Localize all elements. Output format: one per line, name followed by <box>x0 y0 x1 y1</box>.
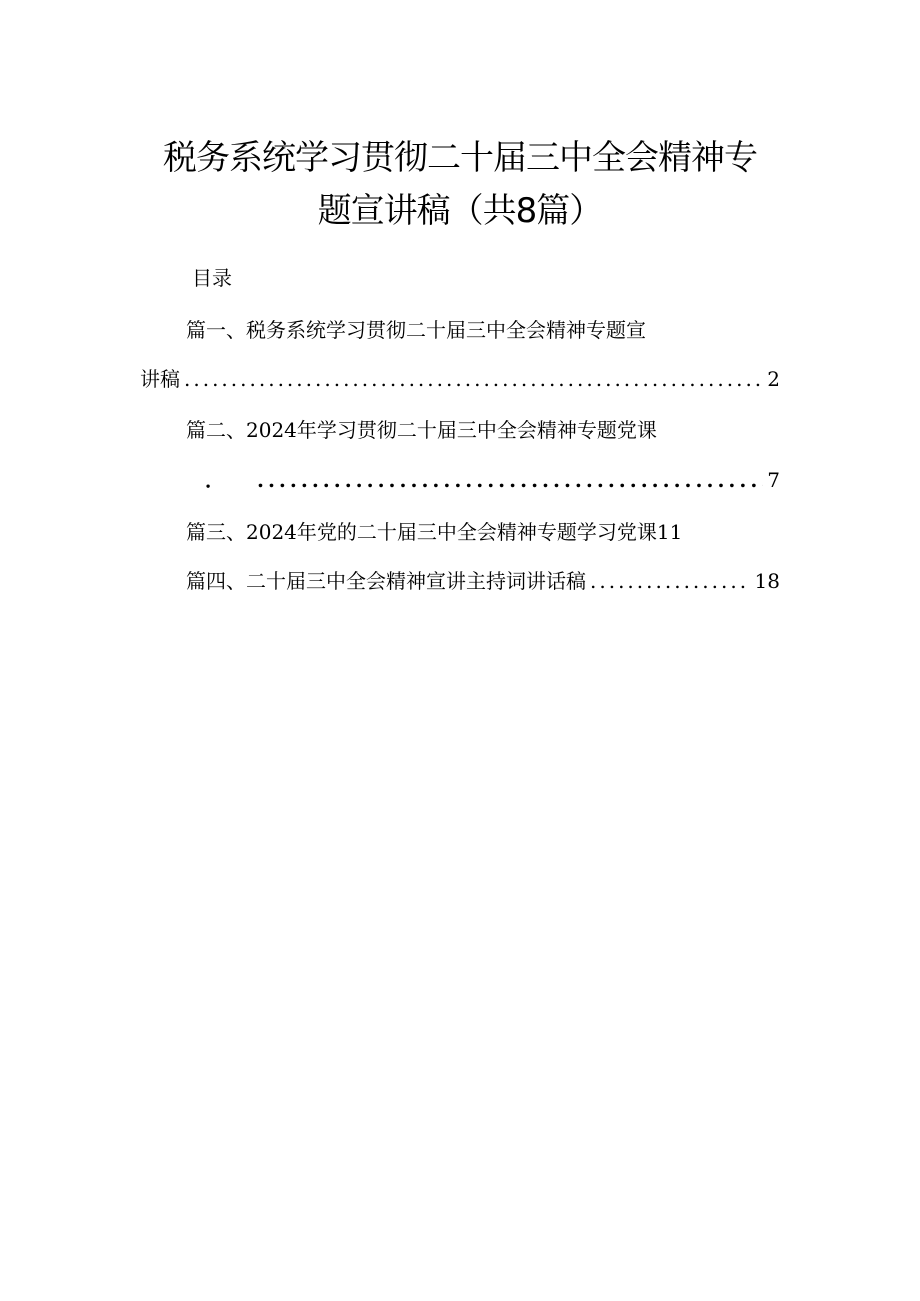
toc-entry-1-line-2[interactable] <box>140 369 780 389</box>
toc-entry-2-line-2[interactable] <box>205 470 780 490</box>
toc-entry-3-title: 篇三、2024年党的二十届三中全会精神专题学习党课11 <box>186 520 683 544</box>
toc-entry-3[interactable] <box>186 522 746 542</box>
toc-entry-2-page: 7 <box>767 468 780 492</box>
toc-entry-1-page: 2 <box>767 367 780 391</box>
toc-entry-4-page: 18 <box>754 569 780 593</box>
toc-entry-2-lead-dot: ． <box>205 468 225 492</box>
toc-heading: 目录 <box>192 266 232 290</box>
document-title-line-1: 税务系统学习贯彻二十届三中全会精神专 <box>163 138 757 178</box>
toc-entry-1-title-cont: 讲稿 <box>140 367 180 391</box>
toc-entry-4[interactable] <box>186 571 780 591</box>
toc-entry-1-title: 篇一、税务系统学习贯彻二十届三中全会精神专题宣 <box>186 318 646 342</box>
toc-leader-dots <box>257 470 763 490</box>
toc-entry-4-title: 篇四、二十届三中全会精神宣讲主持词讲话稿 <box>186 569 586 593</box>
document-title-line-2: 题宣讲稿（共8篇） <box>317 191 603 231</box>
toc-entry-2-line-1[interactable] <box>186 420 746 440</box>
toc-leader-dots <box>184 369 763 389</box>
toc-leader-dots <box>590 571 751 591</box>
toc-entry-2-title: 篇二、2024年学习贯彻二十届三中全会精神专题党课 <box>186 418 657 442</box>
toc-entry-1-line-1[interactable] <box>186 320 726 340</box>
